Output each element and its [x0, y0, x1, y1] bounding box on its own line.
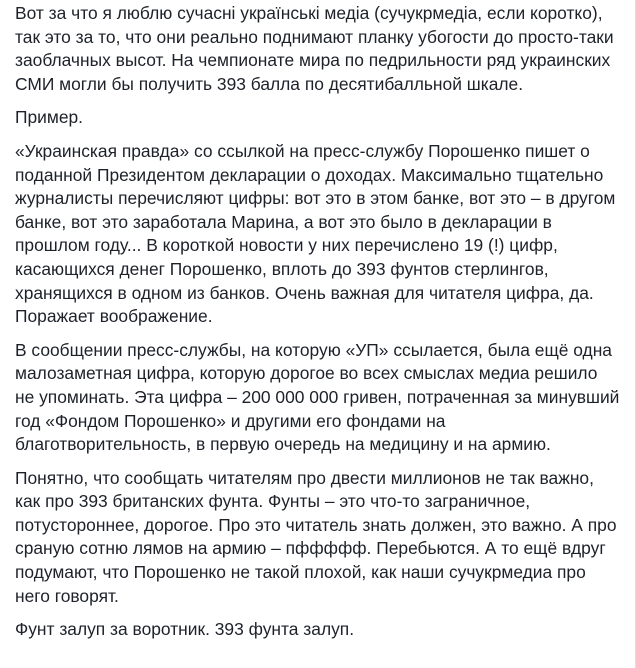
- post-paragraph-press-service: В сообщении пресс-службы, на которую «УП» ссылается, была ещё одна малозаметная цифра, которую дорогое во всех смыслах медиа решило не упоминать. Эта цифра – 200 000 000 гривен, потраченная за минувший год «Фондом Порошенко» и другими его фондами на благотворительность, в первую очередь на медицину и на армию.: [15, 339, 620, 455]
- post-paragraph-conclusion: Понятно, что сообщать читателям про двести миллионов не так важно, как про 393 британских фунта. Фунты – это что-то заграничное, потустороннее, дорогое. Про это читатель знать должен, это важно. А про сраную сотню лямов на армию – пффффф. Перебьются. А то ещё вдруг подумают, что Порошенко не такой плохой, как наши сучукрмедиа про него говорят.: [15, 467, 617, 606]
- post-paragraph-example-label: Пример.: [15, 107, 84, 128]
- post-paragraph-up-news: «Украинская правда» со ссылкой на пресс-службу Порошенко пишет о поданной Президентом декларации о доходах. Максимально тщательно журналисты перечисляют цифры: вот это в этом банке, вот это – в другом банке, вот это заработала Марина, а вот это было в декларации в прошлом году... В короткой новости у них перечислено 19 (!) цифр, касающихся денег Порошенко, вплоть до 393 фунтов стерлингов, хранящихся в одном из банков. Очень важная для читателя цифра, да. Поражает воображение.: [15, 140, 616, 327]
- post-paragraph-final: Фунт залуп за воротник. 393 фунта залуп.: [15, 619, 355, 640]
- post-paragraph-intro: Вот за что я люблю сучасні українські медіа (сучукрмедіа, если коротко), так это за то, что они реально поднимают планку убогости до просто-таки заоблачных высот. На чемпионате мира по педрильности ряд украинских СМИ могли бы получить 393 балла по десятибалльной шкале.: [15, 3, 614, 94]
